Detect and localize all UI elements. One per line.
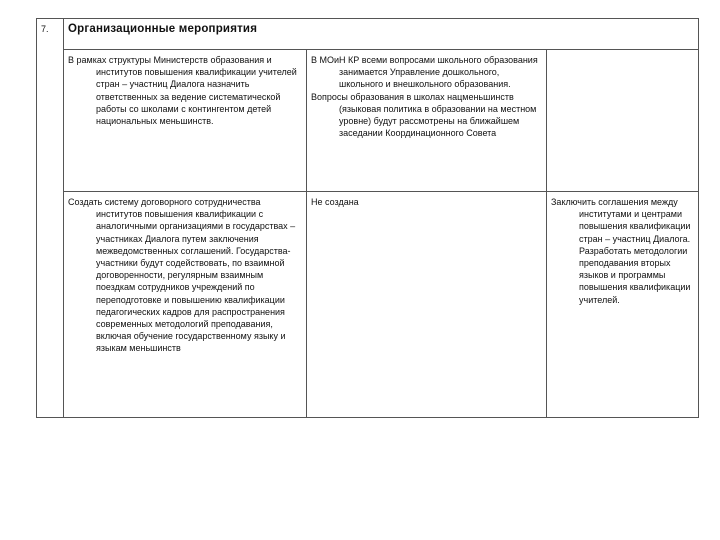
- row-number: 7.: [37, 19, 64, 418]
- status-text: В МОиН КР всеми вопросами школьного образования занимается Управление дошкольного, школьного и внешкольного образования.: [311, 55, 538, 90]
- section-title-cell: [64, 19, 699, 50]
- measure-text: Создать систему договорного сотрудничества институтов повышения квалификации с аналогичными организациями в государствах – участниках Диалога путем заключения межведомственных соглашений. Государства-участники будут содействовать, по взаимной договоренности, регулярным взаимным поездкам сотрудников учреждений по переподготовке и повышению квалификации педагогических кадров для распространения современных методологий преподавания, включая обучение государственному языку и языкам меньшинств: [68, 197, 296, 354]
- status-text: Вопросы образования в школах нацменьшинств (языковая политика в образовании на местном уровне) будут рассмотрены на ближайшем заседании Координационного Совета: [311, 91, 537, 139]
- status-cell: [307, 192, 547, 418]
- section-header-row: [37, 19, 699, 50]
- recommendation-cell: [547, 50, 699, 192]
- measure-cell: [64, 50, 307, 192]
- table-row: [37, 50, 699, 192]
- recommendation-text: Заключить соглашения между институтами и центрами повышения квалификации стран – участниц Диалога. Разработать методологии преподавания вторых языков и программы повышения квалификации учителей.: [551, 197, 691, 305]
- status-text: Не создана: [311, 197, 359, 207]
- recommendation-cell: [547, 192, 699, 418]
- status-cell: [307, 50, 547, 192]
- measure-text: В рамках структуры Министерств образования и институтов повышения квалификации учителей стран – участниц Диалога назначить ответственных за ведение систематической работы со школами с контингентом детей национальных меньшинств.: [68, 55, 297, 127]
- measure-cell: [64, 192, 307, 418]
- measures-table: [36, 18, 699, 418]
- section-title: Организационные мероприятия: [68, 23, 258, 35]
- table-row: [37, 192, 699, 418]
